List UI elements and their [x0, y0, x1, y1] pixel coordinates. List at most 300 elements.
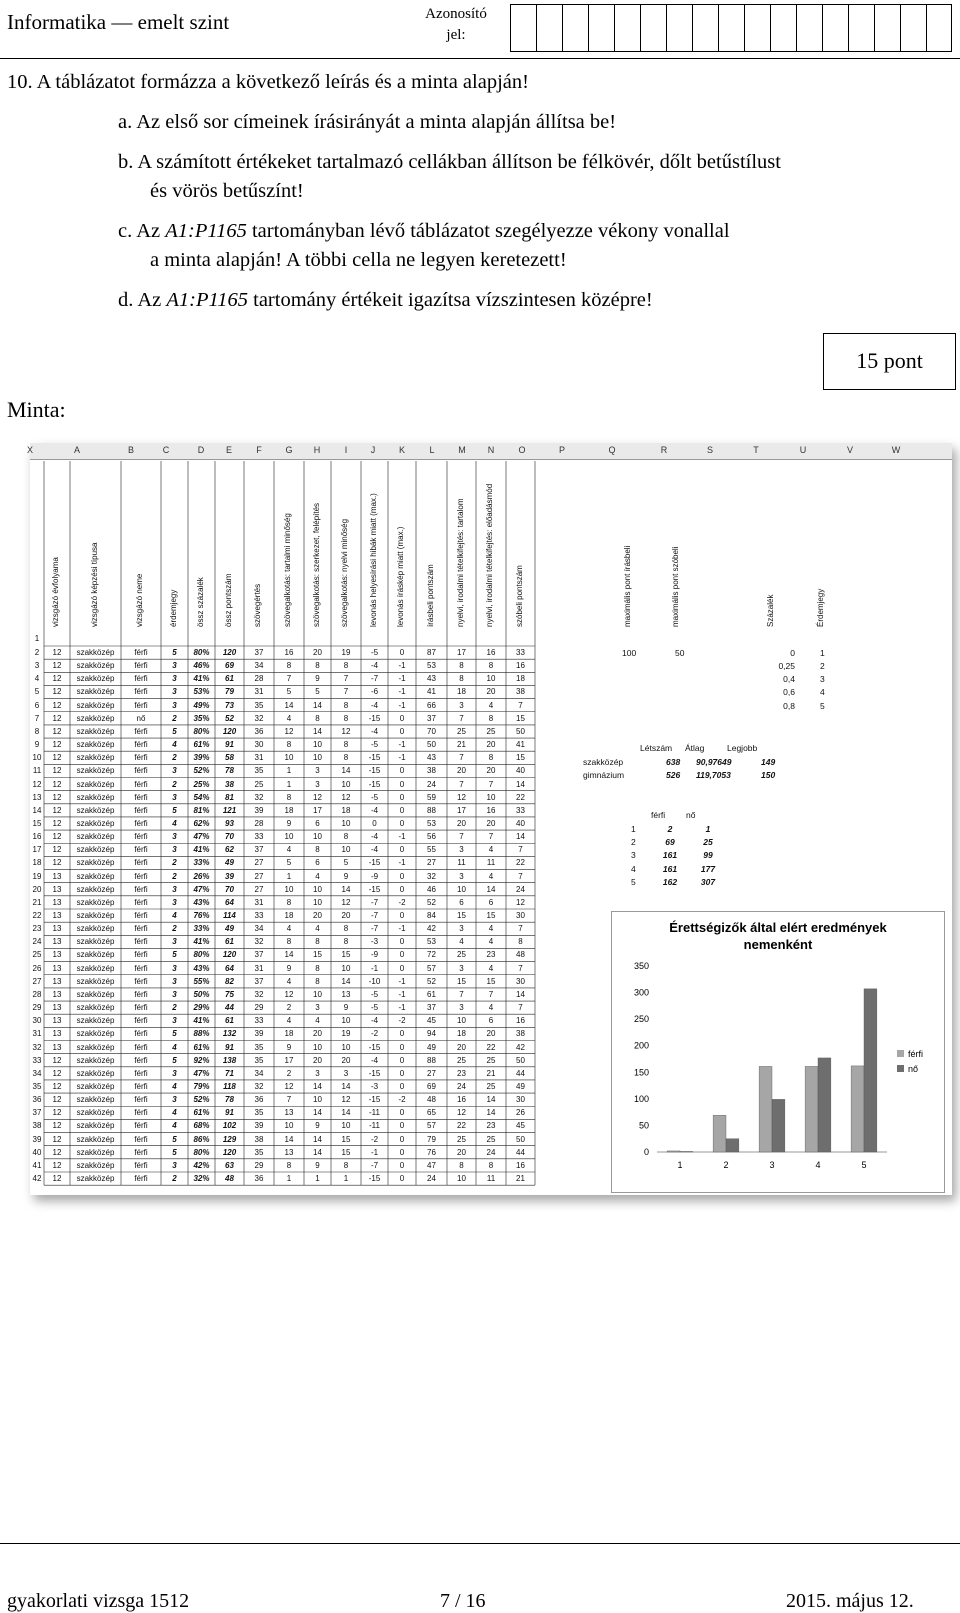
table-cell: szakközép	[76, 832, 115, 842]
bar-nő-3	[772, 1099, 785, 1152]
table-cell: 0	[399, 950, 405, 960]
table-cell: 13	[341, 989, 351, 999]
header-rule	[0, 58, 960, 59]
table-cell: 45	[427, 1016, 436, 1026]
szazalek-value: 0,8	[783, 700, 795, 711]
table-cell: 0	[399, 818, 405, 828]
header-subject: Informatika — emelt szint	[7, 10, 230, 34]
table-cell: 70	[225, 832, 234, 842]
table-cell: 3	[459, 700, 464, 710]
table-cell: -2	[370, 1134, 379, 1144]
header-4: érdemjegy	[168, 589, 178, 627]
table-cell: 25	[486, 726, 496, 736]
table-cell: férfi	[134, 779, 148, 789]
table-cell: 35	[254, 1042, 264, 1052]
table-cell: férfi	[134, 1174, 148, 1183]
row-number: 25	[32, 950, 42, 960]
table-cell: 24	[427, 779, 436, 789]
x-tick-label: 1	[677, 1160, 683, 1170]
y-tick-label: 200	[633, 1040, 649, 1051]
table-cell: 15	[516, 713, 525, 723]
table-cell: 14	[284, 950, 294, 960]
table-cell: 3	[315, 766, 320, 776]
table-cell: férfi	[134, 687, 148, 697]
table-cell: 20	[486, 740, 496, 750]
table-cell: 15	[516, 753, 525, 763]
table-cell: 0	[399, 779, 405, 789]
table-cell: 5	[286, 858, 292, 868]
stats-header: Legjobb	[727, 743, 758, 753]
table-cell: 8	[459, 1160, 464, 1170]
table-cell: 12	[52, 792, 62, 802]
header-8: szövegalkotás: tartalmi minőség	[283, 513, 292, 627]
table-cell: férfi	[134, 726, 148, 736]
table-cell: 0	[399, 884, 405, 894]
table-cell: 52%	[193, 1095, 210, 1105]
table-cell: 35	[254, 766, 264, 776]
table-cell: 12	[52, 1160, 62, 1170]
table-cell: 30	[516, 911, 525, 920]
gender-ferfi-value: 2	[667, 824, 673, 834]
x-tick-label: 4	[815, 1160, 821, 1170]
table-cell: 14	[516, 832, 525, 842]
table-cell: 11	[486, 1174, 496, 1183]
table-cell: szakközép	[76, 753, 115, 763]
table-cell: 64	[225, 897, 234, 907]
table-cell: 36	[254, 1174, 264, 1183]
table-cell: 12	[52, 687, 62, 697]
table-cell: 10	[341, 818, 351, 828]
table-cell: 47%	[193, 884, 210, 894]
table-cell: -15	[368, 766, 381, 776]
table-cell: 0	[399, 963, 405, 973]
table-cell: 61	[225, 1016, 234, 1026]
table-cell: 80%	[193, 1147, 210, 1157]
table-cell: 10	[313, 1042, 322, 1052]
table-cell: 8	[343, 661, 349, 671]
table-cell: -5	[370, 648, 379, 657]
column-letter-V: V	[846, 445, 854, 455]
table-cell: 4	[488, 700, 494, 710]
table-cell: 12	[457, 1108, 466, 1118]
table-cell: 20	[486, 1029, 496, 1039]
footer-date: 2015. május 12.	[786, 1590, 914, 1612]
table-cell: 4	[172, 818, 177, 828]
table-cell: -7	[370, 674, 379, 684]
table-cell: 14	[313, 726, 322, 736]
table-cell: férfi	[134, 740, 148, 750]
table-cell: 40	[516, 818, 525, 828]
table-cell: férfi	[134, 674, 148, 684]
table-cell: 8	[343, 924, 349, 934]
table-cell: szakközép	[76, 766, 115, 776]
table-cell: 53%	[193, 687, 210, 697]
table-cell: 23	[457, 1068, 466, 1078]
table-cell: -11	[369, 1121, 380, 1131]
column-letter-E: E	[225, 445, 233, 455]
table-cell: 6	[488, 897, 494, 907]
table-cell: 10	[341, 845, 351, 855]
table-cell: férfi	[134, 766, 148, 776]
table-cell: férfi	[134, 1081, 148, 1091]
table-cell: -6	[370, 687, 379, 697]
table-cell: nő	[136, 713, 146, 723]
column-letter-X: X	[26, 445, 34, 455]
table-cell: 3	[459, 924, 464, 934]
table-cell: 13	[52, 963, 62, 973]
table-cell: szakközép	[76, 924, 115, 934]
table-cell: 12	[52, 845, 62, 855]
table-cell: 8	[488, 753, 494, 763]
table-cell: szakközép	[76, 1147, 115, 1157]
table-cell: 50	[427, 740, 436, 750]
max-szobeli-value: 50	[675, 648, 685, 658]
table-cell: 32	[254, 937, 264, 947]
table-cell: 14	[341, 1081, 351, 1091]
table-cell: 17	[313, 805, 322, 815]
table-cell: 73	[225, 700, 234, 710]
table-cell: -1	[398, 674, 406, 684]
table-cell: 0	[399, 1134, 405, 1144]
y-tick-label: 350	[633, 961, 649, 971]
table-cell: 10	[284, 1121, 294, 1131]
table-cell: 24	[457, 1081, 466, 1091]
table-cell: 38	[516, 687, 525, 697]
table-cell: 1	[286, 871, 292, 881]
table-cell: férfi	[134, 937, 148, 947]
table-cell: 14	[313, 1147, 322, 1157]
table-cell: 4	[172, 1081, 177, 1091]
table-cell: -7	[370, 924, 379, 934]
table-cell: szakközép	[76, 950, 115, 960]
table-cell: 138	[222, 1055, 237, 1065]
table-cell: férfi	[134, 1095, 148, 1105]
table-cell: 32%	[193, 1174, 210, 1183]
table-cell: -15	[368, 884, 381, 894]
table-cell: 15	[341, 1134, 351, 1144]
table-cell: 4	[488, 871, 494, 881]
table-cell: 10	[341, 1121, 351, 1131]
table-cell: férfi	[134, 805, 148, 815]
table-cell: 43	[427, 674, 436, 684]
table-cell: 32	[254, 792, 264, 802]
table-cell: 49%	[193, 700, 210, 710]
table-cell: 16	[457, 1095, 466, 1105]
table-cell: 14	[486, 884, 496, 894]
table-cell: szakközép	[76, 845, 115, 855]
table-cell: 0	[399, 1121, 405, 1131]
table-cell: 14	[284, 1134, 294, 1144]
table-cell: 12	[52, 766, 62, 776]
table-cell: 69	[427, 1081, 436, 1091]
table-cell: 3	[172, 989, 177, 999]
table-cell: 13	[52, 897, 62, 907]
table-cell: 4	[286, 845, 292, 855]
table-cell: 47	[427, 1160, 436, 1170]
table-cell: -1	[370, 1147, 379, 1157]
table-cell: 80%	[193, 726, 210, 736]
table-cell: -7	[370, 1160, 379, 1170]
table-cell: 12	[52, 1095, 62, 1105]
table-cell: 10	[457, 1016, 466, 1026]
table-cell: 5	[343, 858, 349, 868]
table-cell: 0	[399, 766, 405, 776]
gender-no-value: 1	[705, 824, 711, 834]
table-cell: -1	[398, 661, 406, 671]
gender-jegy: 4	[631, 863, 636, 874]
table-cell: 20	[457, 1147, 466, 1157]
table-cell: 12	[52, 779, 62, 789]
table-cell: 3	[315, 1068, 320, 1078]
column-letter-O: O	[518, 445, 526, 455]
table-cell: 3	[459, 845, 464, 855]
table-cell: 120	[222, 1147, 237, 1157]
table-cell: 0	[399, 726, 405, 736]
table-cell: 78	[225, 766, 234, 776]
table-cell: 10	[284, 753, 294, 763]
table-cell: 120	[222, 726, 237, 736]
table-cell: 68%	[193, 1121, 210, 1131]
table-cell: szakközép	[76, 1055, 115, 1065]
legend-swatch-nő	[897, 1065, 904, 1072]
table-cell: 9	[315, 1160, 320, 1170]
table-cell: 30	[516, 1095, 525, 1105]
stats-value: 90,97649	[696, 757, 732, 767]
table-cell: 12	[284, 726, 294, 736]
table-cell: 14	[313, 1081, 322, 1091]
row-number: 21	[32, 897, 42, 907]
table-cell: 33	[516, 648, 525, 657]
table-cell: 79%	[193, 1081, 210, 1091]
table-cell: 33%	[193, 858, 210, 868]
column-letter-D: D	[197, 445, 205, 455]
table-cell: 25	[457, 950, 466, 960]
table-cell: szakközép	[76, 792, 115, 802]
column-letter-K: K	[398, 445, 406, 455]
table-cell: szakközép	[76, 1003, 115, 1013]
row-number: 7	[34, 713, 40, 723]
table-cell: 33	[254, 1016, 264, 1026]
stats-value: 638	[666, 757, 681, 767]
bar-nő-5	[864, 989, 877, 1152]
table-cell: férfi	[134, 884, 148, 894]
table-cell: 4	[172, 740, 177, 750]
table-cell: férfi	[134, 976, 148, 986]
table-cell: 3	[172, 687, 177, 697]
table-cell: 4	[488, 937, 494, 947]
table-cell: 0	[399, 1081, 405, 1091]
table-cell: 20	[313, 648, 322, 657]
table-cell: 61%	[193, 1042, 210, 1052]
table-cell: 3	[172, 937, 177, 947]
table-cell: 7	[488, 989, 494, 999]
table-cell: 10	[313, 740, 322, 750]
bar-férfi-3	[759, 1066, 772, 1152]
table-cell: 4	[459, 937, 464, 947]
table-cell: 17	[457, 648, 466, 657]
table-cell: 25	[457, 1055, 466, 1065]
table-cell: 87	[427, 648, 436, 657]
szazalek-value: 0,25	[778, 661, 795, 672]
table-cell: 10	[284, 832, 294, 842]
legend-label-férfi: férfi	[908, 1049, 924, 1059]
row-number: 20	[32, 884, 42, 894]
table-cell: 10	[284, 884, 294, 894]
szazalek-value: 0,6	[783, 687, 795, 698]
side-header-1: maximális pont írásbeli	[623, 545, 632, 627]
row-number: 37	[32, 1108, 42, 1118]
table-cell: 44	[516, 1147, 525, 1157]
table-cell: 18	[284, 1029, 294, 1039]
table-cell: 9	[286, 963, 292, 973]
table-cell: 3	[315, 779, 320, 789]
table-cell: 9	[315, 1121, 320, 1131]
table-cell: 14	[486, 1108, 496, 1118]
table-cell: 16	[486, 648, 496, 657]
table-cell: 12	[341, 897, 351, 907]
table-cell: 7	[459, 832, 464, 842]
table-cell: férfi	[134, 989, 148, 999]
table-cell: szakközép	[76, 937, 115, 947]
table-cell: 13	[52, 911, 62, 920]
column-letter-C: C	[162, 445, 170, 455]
table-cell: 20	[486, 818, 496, 828]
header-11: levonás helyesírási hibák miatt (max.)	[368, 493, 378, 627]
table-cell: 69	[225, 661, 234, 671]
table-cell: 8	[286, 897, 292, 907]
header-14: nyelvi, irodalmi tételkifejtés: tartalom	[455, 498, 465, 627]
stats-label: szakközép	[583, 757, 624, 767]
table-cell: 13	[52, 937, 62, 947]
bar-férfi-4	[805, 1066, 818, 1152]
table-cell: szakközép	[76, 1134, 115, 1144]
table-cell: -1	[398, 687, 406, 697]
table-cell: 52	[225, 713, 234, 723]
table-cell: -15	[368, 779, 381, 789]
table-cell: 70	[427, 726, 436, 736]
table-cell: 8	[488, 661, 494, 671]
table-cell: 20	[313, 911, 322, 920]
row-number: 42	[32, 1174, 42, 1183]
table-cell: 13	[52, 950, 62, 960]
header-6: össz pontszám	[223, 573, 233, 627]
table-cell: 22	[486, 1042, 496, 1052]
row-number: 27	[32, 976, 42, 986]
bar-nő-4	[818, 1058, 831, 1152]
table-cell: 23	[486, 950, 496, 960]
table-cell: 12	[284, 1081, 294, 1091]
table-cell: 52	[427, 976, 436, 986]
table-cell: 21	[516, 1174, 525, 1183]
header-16: szóbeli pontszám	[514, 565, 524, 627]
table-cell: 4	[315, 871, 320, 881]
szazalek-value: 0,4	[783, 674, 795, 685]
table-cell: 7	[343, 687, 349, 697]
table-cell: 20	[457, 1042, 466, 1052]
table-cell: 13	[52, 989, 62, 999]
table-cell: 42%	[193, 1160, 210, 1170]
table-cell: -15	[368, 753, 381, 763]
table-cell: 49	[225, 924, 234, 934]
table-cell: 46%	[193, 661, 210, 671]
table-cell: 8	[315, 713, 320, 723]
table-cell: 7	[488, 779, 494, 789]
table-cell: 0	[399, 1068, 405, 1078]
table-cell: 22	[516, 858, 525, 868]
table-cell: 5	[172, 1134, 177, 1144]
table-cell: 43%	[193, 897, 210, 907]
row-number: 36	[32, 1095, 42, 1105]
table-cell: 37	[254, 648, 264, 657]
table-cell: 42	[516, 1042, 525, 1052]
table-cell: szakközép	[76, 661, 115, 671]
table-cell: 10	[341, 1042, 351, 1052]
chart-title-line1: Érettségizők által elért eredmények	[669, 920, 887, 935]
table-cell: 20	[457, 818, 466, 828]
x-tick-label: 5	[861, 1160, 867, 1170]
table-cell: 47%	[193, 1068, 210, 1078]
table-cell: 14	[313, 1108, 322, 1118]
row-number: 26	[32, 963, 42, 973]
table-cell: 1	[343, 1174, 349, 1183]
table-cell: 48	[516, 950, 525, 960]
column-letter-P: P	[558, 445, 566, 455]
table-cell: 78	[225, 1095, 234, 1105]
table-cell: 8	[518, 937, 523, 947]
x-tick-label: 3	[769, 1160, 775, 1170]
y-tick-label: 300	[633, 987, 649, 998]
table-cell: férfi	[134, 1055, 148, 1065]
table-cell: 6	[488, 1016, 494, 1026]
table-cell: 12	[284, 989, 294, 999]
table-cell: szakközép	[76, 884, 115, 894]
table-cell: 13	[284, 1108, 294, 1118]
table-cell: 2	[172, 779, 177, 789]
table-cell: 35%	[193, 713, 210, 723]
table-cell: 14	[486, 1095, 496, 1105]
chart-title-line2: nemenként	[743, 937, 813, 952]
table-cell: szakközép	[76, 805, 115, 815]
table-cell: 34	[254, 661, 264, 671]
table-cell: 91	[225, 1042, 234, 1052]
table-cell: 18	[284, 911, 294, 920]
task-c-line1: c. Az A1:P1165 tartományban lévő táblázatot szegélyezze vékony vonallal	[118, 220, 730, 242]
table-cell: 39	[254, 1029, 264, 1039]
gender-header-no: nő	[686, 810, 696, 820]
table-cell: férfi	[134, 1003, 148, 1013]
table-cell: 49	[225, 858, 234, 868]
column-letter-J: J	[370, 445, 376, 455]
table-cell: férfi	[134, 832, 148, 842]
table-cell: szakközép	[76, 648, 115, 657]
table-cell: -3	[370, 1081, 379, 1091]
table-cell: -1	[398, 832, 406, 842]
table-cell: 3	[172, 700, 177, 710]
row-number: 4	[34, 674, 40, 684]
table-cell: 27	[254, 884, 264, 894]
table-cell: 31	[254, 963, 264, 973]
table-cell: -1	[370, 963, 379, 973]
table-cell: 13	[52, 1003, 62, 1013]
table-cell: 14	[341, 1108, 351, 1118]
table-cell: 4	[488, 963, 494, 973]
table-cell: 0	[399, 792, 405, 802]
table-cell: 0	[399, 1174, 405, 1183]
bar-nő-1	[680, 1151, 693, 1152]
table-cell: szakközép	[76, 976, 115, 986]
table-cell: -1	[398, 989, 406, 999]
table-cell: férfi	[134, 818, 148, 828]
